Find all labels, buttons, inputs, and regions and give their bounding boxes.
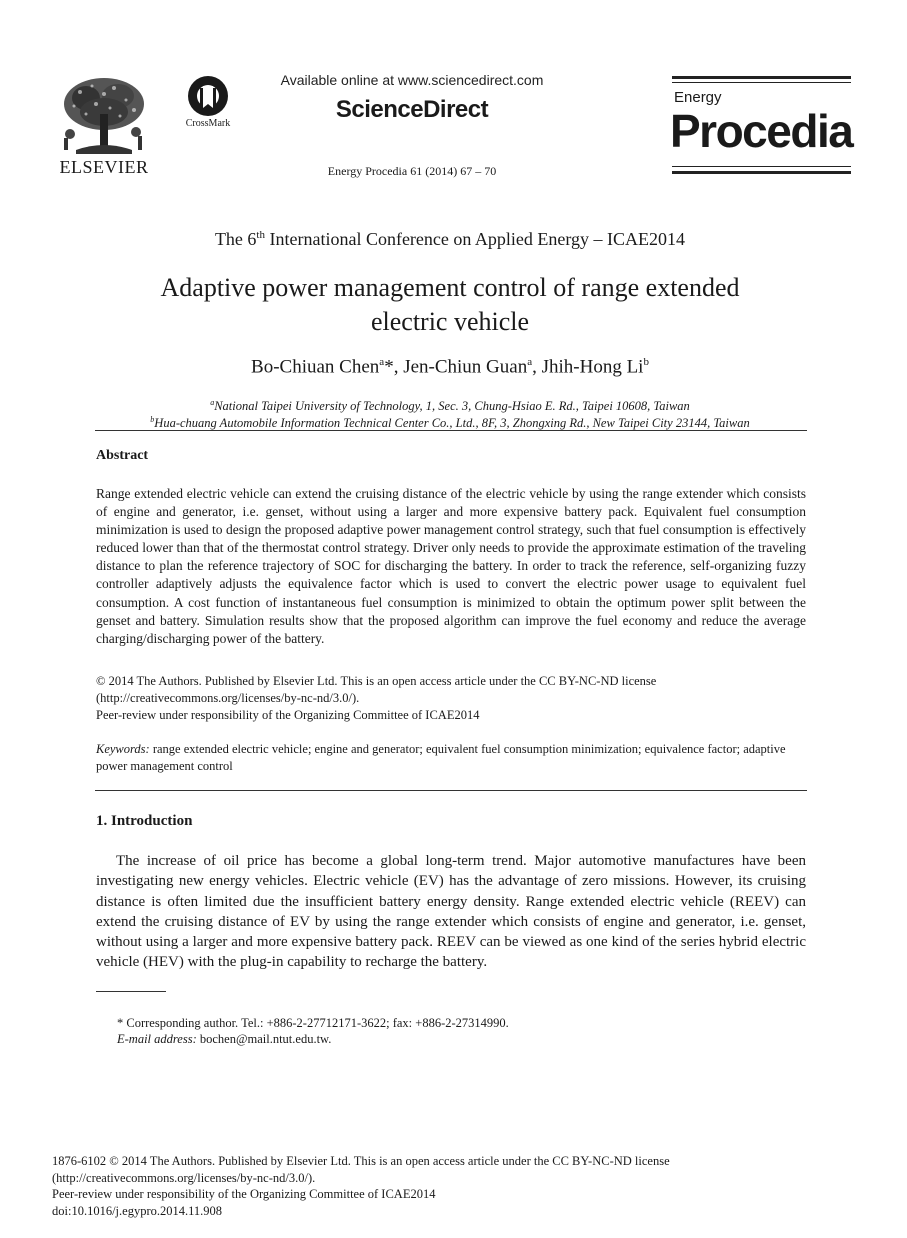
- footer-peer-review: Peer-review under responsibility of the Organizing Committee of ICAE2014: [52, 1187, 436, 1201]
- elsevier-wordmark: ELSEVIER: [59, 157, 149, 177]
- license-link[interactable]: (http://creativecommons.org/licenses/by-nc-nd/3.0/).: [96, 691, 360, 705]
- title-line-1: Adaptive power management control of range extended: [160, 273, 740, 302]
- journal-logo-rule: [672, 171, 851, 174]
- available-online-text[interactable]: Available online at www.sciencedirect.com: [280, 72, 544, 88]
- journal-logo-rule: [672, 82, 851, 83]
- author-name: Jen-Chiun Guan: [403, 356, 528, 378]
- title-line-2: electric vehicle: [370, 307, 530, 336]
- journal-logo-rule: [672, 76, 851, 79]
- email-line: [117, 1031, 817, 1047]
- journal-logo-rule: [672, 166, 851, 167]
- elsevier-tree-icon: [56, 74, 152, 158]
- section-divider: [95, 790, 807, 791]
- affiliation-text: National Taipei University of Technology, 1, Sec. 3, Chung-Hsiao E. Rd., Taipei 10608, Taiwan: [214, 399, 690, 414]
- copyright-notice: [96, 673, 806, 724]
- conference-ordinal: th: [256, 229, 265, 241]
- author-separator: ,: [532, 356, 542, 378]
- sciencedirect-logo[interactable]: ScienceDirect: [335, 96, 489, 123]
- introduction-heading: 1. Introduction: [96, 813, 193, 829]
- journal-logo-energy: Energy: [674, 89, 722, 106]
- conference-suffix: International Conference on Applied Energy – ICAE2014: [264, 229, 686, 249]
- author-list: [60, 356, 840, 378]
- keywords-label: Keywords:: [96, 742, 150, 756]
- paper-title: [60, 271, 840, 339]
- affiliation-mark: a: [210, 398, 215, 407]
- email-address[interactable]: bochen@mail.ntut.edu.tw.: [196, 1032, 332, 1046]
- author-separator: *,: [384, 356, 404, 378]
- section-divider: [95, 430, 807, 431]
- corresponding-author: * Corresponding author. Tel.: +886-2-27712171-3622; fax: +886-2-27314990.: [117, 1016, 509, 1030]
- footer-license-link[interactable]: (http://creativecommons.org/licenses/by-nc-nd/3.0/).: [52, 1170, 316, 1185]
- conference-name: [60, 229, 840, 250]
- author-name: Bo-Chiuan Chen: [251, 356, 380, 378]
- conference-prefix: The 6: [214, 229, 257, 249]
- introduction-text: The increase of oil price has become a global long-term trend. Major automotive manufactures have been investigating new energy vehicles. Electric vehicle (EV) has the advantage of zero missions. However, its cruising distance is often limited due the insufficient battery energy density. Range extended electric vehicle (REEV) can extend the cruising distance of EV by using the range extender which consists of engine and generator, i.e. genset, without using a larger and more expensive battery pack. REEV can be viewed as one kind of the series hybrid electric vehicle (HEV) with the plug-in capability to recharge the battery.: [96, 853, 806, 971]
- journal-citation: Energy Procedia 61 (2014) 67 – 70: [327, 164, 497, 178]
- affiliation-a: [60, 398, 840, 414]
- page-footer: [52, 1153, 812, 1219]
- copyright-line: © 2014 The Authors. Published by Elsevier Ltd. This is an open access article under the CC BY-NC-ND license: [96, 674, 657, 688]
- peer-review-note: Peer-review under responsibility of the Organizing Committee of ICAE2014: [96, 708, 480, 722]
- abstract-body: Range extended electric vehicle can extend the cruising distance of the electric vehicle by using the range extender which consists of engine and generator, i.e. genset, without using a larger and more expensive battery pack. Equivalent fuel consumption minimization is used to design the proposed adaptive power management control strategy, such that fuel consumption is effectively reduced lower than that of the thermostat control strategy. Driver only needs to provide the approximate estimation of the traveling distance to plan the reference trajectory of SOC for discharging the battery. In order to track the reference, self-organizing fuzzy controller adaptively adjusts the equivalence factor which is used to convert the electric power usage to equivalent fuel consumption. A cost function of instantaneous fuel consumption is minimized to obtain the optimum power split between the genset and battery. Simulation results show that the proposed algorithm can improve the fuel economy and reduce the average charging/discharging power of the battery.: [96, 486, 806, 646]
- doi-link[interactable]: doi:10.1016/j.egypro.2014.11.908: [52, 1203, 223, 1218]
- affiliation-mark: b: [150, 415, 155, 424]
- keywords: [96, 741, 806, 775]
- email-label: E-mail address:: [117, 1032, 197, 1046]
- affiliation-text: Hua-chuang Automobile Information Technical Center Co., Ltd., 8F, 3, Zhongxing Rd., New Taipei City 23144, Taiwan: [154, 416, 750, 431]
- author-affil-mark: a: [379, 356, 385, 368]
- crossmark-label: CrossMark: [185, 118, 231, 129]
- keywords-list: range extended electric vehicle; engine and generator; equivalent fuel consumption minimization; equivalence factor; adaptive power management control: [96, 742, 786, 773]
- abstract-heading: Abstract: [96, 448, 149, 463]
- affiliation-b: [60, 415, 840, 431]
- author-name: Jhih-Hong Li: [541, 356, 644, 378]
- journal-logo-procedia: Procedia: [670, 105, 853, 157]
- issn-line: 1876-6102 © 2014 The Authors. Published by Elsevier Ltd. This is an open access article under the CC BY-NC-ND license: [52, 1154, 670, 1168]
- author-affil-mark: a: [527, 356, 533, 368]
- footnote: [117, 1015, 817, 1047]
- footnote-divider: [96, 991, 166, 992]
- author-affil-mark: b: [643, 356, 649, 368]
- introduction-body: [96, 851, 806, 973]
